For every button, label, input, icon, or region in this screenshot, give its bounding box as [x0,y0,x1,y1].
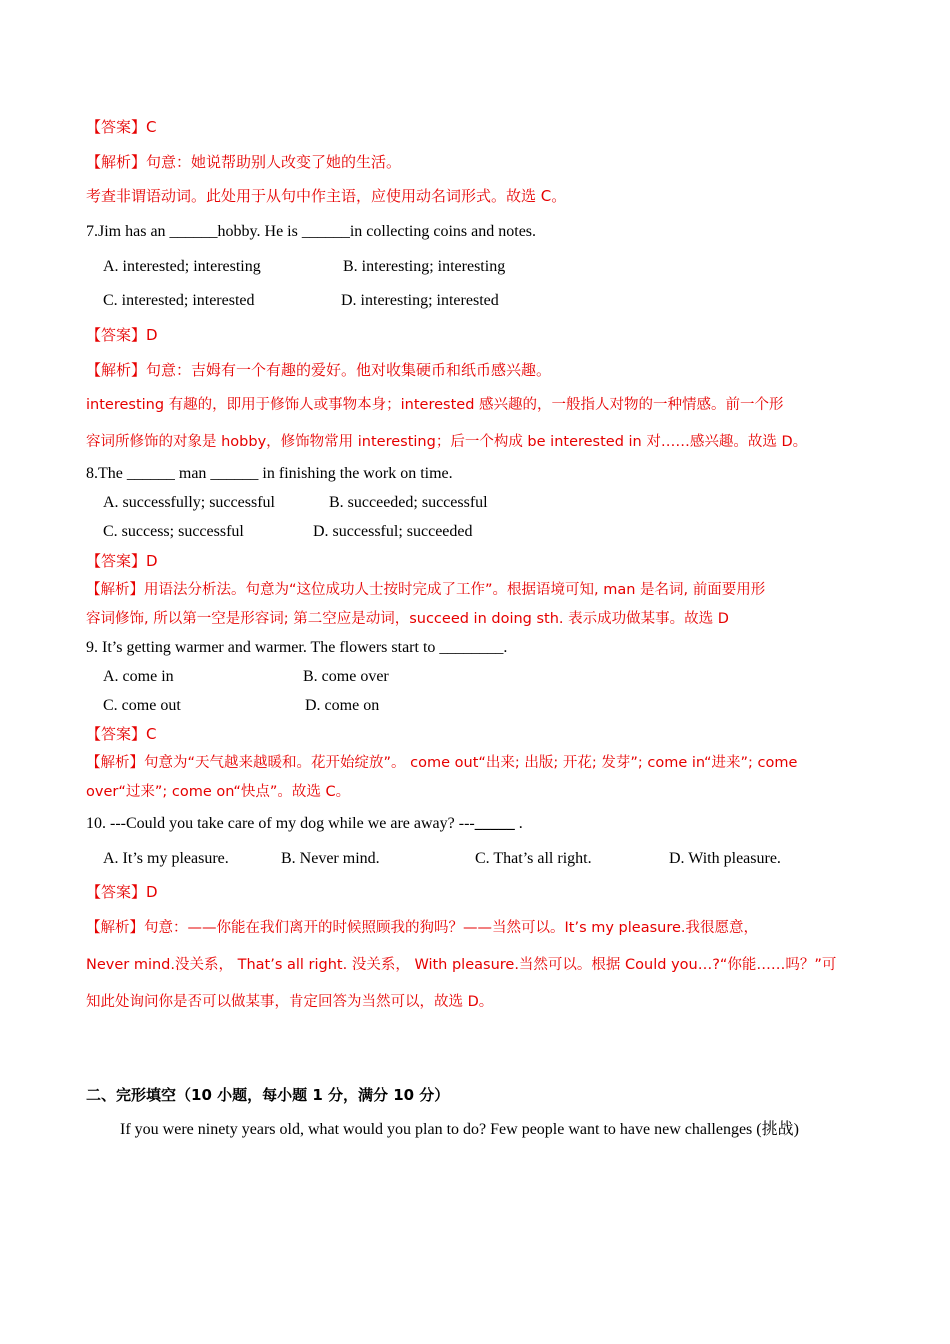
q7-explain-line1: interesting 有趣的，即用于修饰人或事物本身；interested 感兴趣的，一般指人对物的一种情感。前一个形 [86,397,784,413]
q6-answer: 【答案】C [86,118,157,136]
q8-option-d: D. successful; succeeded [313,523,473,540]
q10-blank: _____ [474,815,515,832]
q10-stem-end: . [514,815,523,832]
q9-option-d: D. come on [305,697,380,714]
q9-option-a: A. come in [103,668,174,685]
q8-answer: 【答案】D [86,552,158,570]
q6-explain: 考查非谓语动词。此处用于从句中作主语，应使用动名词形式。故选 C。 [86,187,567,205]
q8-option-a: A. successfully; successful [103,494,275,511]
q7-option-d: D. interesting; interested [341,292,499,309]
q8-stem: 8.The ______ man ______ in finishing the work on time. [86,465,453,482]
q7-option-b: B. interesting; interesting [343,258,506,275]
q6-analysis: 【解析】句意：她说帮助别人改变了她的生活。 [86,153,402,171]
q9-answer: 【答案】C [86,725,157,743]
q10-option-b: B. Never mind. [281,850,380,867]
q9-option-b: B. come over [303,668,389,685]
q9-stem: 9. It’s getting warmer and warmer. The flowers start to ________. [86,639,508,656]
section2-title: 二、完形填空（10 小题，每小题 1 分，满分 10 分） [86,1086,450,1104]
q10-answer: 【答案】D [86,883,158,901]
q10-explain-line3: 知此处询问你是否可以做某事，肯定回答为当然可以，故选 D。 [86,994,494,1010]
q10-option-d: D. With pleasure. [669,850,781,867]
q10-stem [86,814,523,834]
q7-explain-line2: 容词所修饰的对象是 hobby，修饰物常用 interesting；后一个构成 be interested in 对……感兴趣。故选 D。 [86,434,808,450]
q8-option-c: C. success; successful [103,523,244,540]
q7-stem: 7.Jim has an ______hobby. He is ______in collecting coins and notes. [86,223,537,240]
q7-option-c: C. interested; interested [103,292,255,309]
q9-option-c: C. come out [103,697,181,714]
q10-explain-line1: 【解析】句意：——你能在我们离开的时候照顾我的狗吗？——当然可以。It’s my pleasure.我很愿意， [86,920,759,936]
q8-option-b: B. succeeded; successful [329,494,488,511]
q7-option-a: A. interested; interesting [103,258,261,275]
q7-analysis: 【解析】句意：吉姆有一个有趣的爱好。他对收集硬币和纸币感兴趣。 [86,361,552,379]
q10-option-a: A. It’s my pleasure. [103,850,229,867]
q8-explain-line2: 容词修饰, 所以第一空是形容词; 第二空应是动词，succeed in doing sth. 表示成功做某事。故选 D [86,611,729,627]
q10-explain-line2: Never mind.没关系， That’s all right. 没关系， With pleasure.当然可以。根据 Could you…?“你能……吗？”可 [86,957,837,973]
q7-answer: 【答案】D [86,326,158,344]
q10-option-c: C. That’s all right. [475,850,592,867]
q8-explain-line1: 【解析】用语法分析法。句意为“这位成功人士按时完成了工作”。根据语境可知, man 是名词, 前面要用形 [86,582,766,598]
q10-stem-text: 10. ---Could you take care of my dog while we are away? --- [86,815,475,832]
q9-explain-line1: 【解析】句意为“天气越来越暖和。花开始绽放”。 come out“出来; 出版; 开花; 发芽”; come in“进来”; come [86,755,798,771]
section2-passage: If you were ninety years old, what would you plan to do? Few people want to have new challenges (挑战) [120,1121,799,1138]
q9-explain-line2: over“过来”; come on“快点”。故选 C。 [86,784,351,800]
